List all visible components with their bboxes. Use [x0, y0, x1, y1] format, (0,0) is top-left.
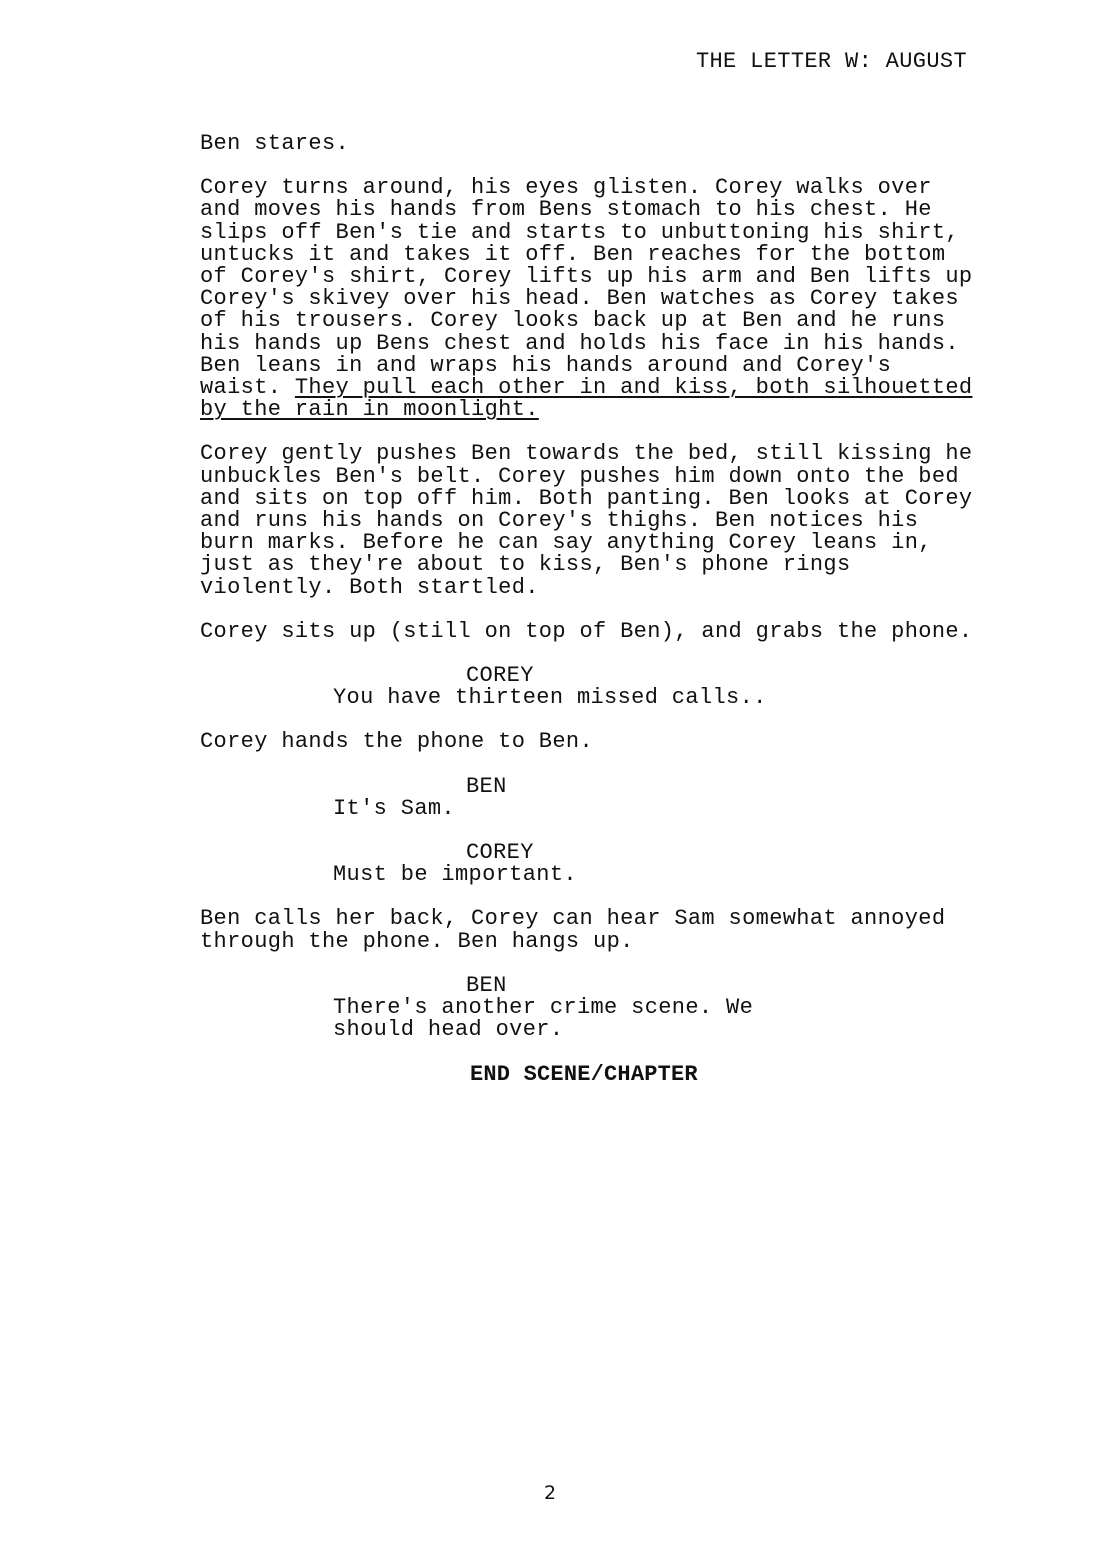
action-line: Ben leans in and wraps his hands around and Corey's	[200, 352, 892, 378]
action-corey-pushes-ben	[200, 441, 973, 600]
action-line: Corey turns around, his eyes glisten. Corey walks over	[200, 175, 932, 201]
underlined-text: by the rain in moonlight.	[200, 397, 539, 423]
dialogue-text: It's Sam.	[333, 795, 455, 821]
action-ben-stares: Ben stares.	[200, 131, 350, 156]
underlined-text: They pull each other in and kiss, both silhouetted	[294, 375, 973, 401]
end-scene-marker: END SCENE/CHAPTER	[470, 1061, 698, 1087]
action-line: and moves his hands from Bens stomach to his chest. He	[200, 197, 932, 223]
script-body	[200, 131, 973, 1087]
action-ben-calls-back	[200, 908, 960, 952]
character-name: BEN	[466, 773, 507, 799]
action-line: Ben calls her back, Corey can hear Sam somewhat annoyed	[200, 906, 946, 932]
action-line: Corey's skivey over his head. Ben watches as Corey takes	[200, 286, 959, 312]
action-line: his hands up Bens chest and holds his face in his hands.	[200, 330, 959, 356]
action-line: slips off Ben's tie and starts to unbuttoning his shirt,	[200, 219, 959, 245]
action-line: of Corey's shirt, Corey lifts up his arm and Ben lifts up	[200, 264, 973, 290]
dialogue-line: should head over.	[333, 1017, 564, 1043]
dialogue-text: You have thirteen missed calls..	[333, 685, 767, 711]
action-corey-sits-up: Corey sits up (still on top of Ben), and grabs the phone.	[200, 618, 973, 644]
character-name: BEN	[466, 972, 507, 998]
action-line: untucks it and takes it off. Ben reaches for the bottom	[200, 241, 946, 267]
page-header-title: THE LETTER W: AUGUST	[695, 49, 967, 74]
character-name: COREY	[466, 840, 534, 866]
dialogue-text	[200, 997, 960, 1041]
action-corey-turns-around	[200, 175, 973, 423]
action-line: and runs his hands on Corey's thighs. Ben notices his	[200, 508, 919, 534]
action-line: Corey gently pushes Ben towards the bed, still kissing he	[200, 441, 973, 467]
action-line: and sits on top off him. Both panting. Ben looks at Corey	[200, 485, 973, 511]
dialogue-line: There's another crime scene. We	[333, 995, 754, 1021]
action-line: of his trousers. Corey looks back up at Ben and he runs	[200, 308, 946, 334]
action-line: through the phone. Ben hangs up.	[200, 928, 634, 954]
dialogue-text: Must be important.	[333, 862, 577, 888]
action-line: unbuckles Ben's belt. Corey pushes him down onto the bed	[200, 463, 959, 489]
character-name: COREY	[466, 663, 534, 689]
action-line: waist.	[200, 375, 295, 401]
action-line: just as they're about to kiss, Ben's phone rings	[200, 552, 851, 578]
action-line: violently. Both startled.	[200, 574, 539, 600]
action-line: burn marks. Before he can say anything Corey leans in,	[200, 530, 932, 556]
page-number: 2	[543, 1482, 557, 1504]
action-corey-hands-phone: Corey hands the phone to Ben.	[200, 729, 594, 755]
